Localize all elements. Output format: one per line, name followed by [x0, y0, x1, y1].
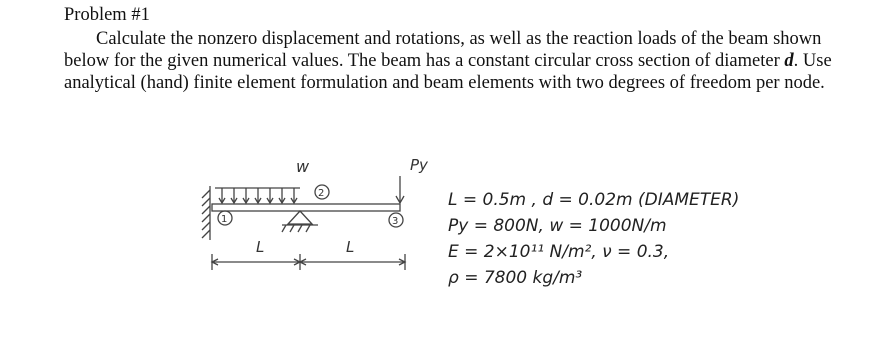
- statement-part-2: . Use analytical (hand) finite element formulation and beam elements with two degrees of freedom per node.: [64, 51, 832, 93]
- span-label-1: L: [256, 238, 265, 256]
- diameter-symbol: d: [784, 51, 794, 71]
- node-label-1: 1: [221, 214, 228, 225]
- span-label-2: L: [346, 238, 355, 256]
- pin-ground-hatch: [282, 225, 318, 232]
- distributed-load-label: w: [296, 157, 310, 176]
- beam: [212, 204, 400, 211]
- statement-part-1: Calculate the nonzero displacement and rotations, as well as the reaction loads of the beam shown below for the given numerical values. The beam has a constant circular cross section of diameter: [64, 29, 822, 71]
- given-line-2: Py = 800N, w = 1000N/m: [448, 216, 667, 236]
- node-label-2: 2: [318, 188, 325, 199]
- distributed-load-arrows: [219, 188, 297, 203]
- wall-hatching: [202, 190, 210, 238]
- problem-title: Problem #1: [64, 5, 150, 25]
- given-line-4: ρ = 7800 kg/m³: [448, 268, 583, 288]
- point-load-label: Py: [410, 156, 428, 174]
- pin-support: [288, 211, 312, 224]
- given-line-1: L = 0.5m , d = 0.02m (DIAMETER): [448, 190, 740, 210]
- given-line-3: E = 2×10¹¹ N/m², ν = 0.3,: [448, 242, 670, 262]
- node-label-3: 3: [392, 216, 399, 227]
